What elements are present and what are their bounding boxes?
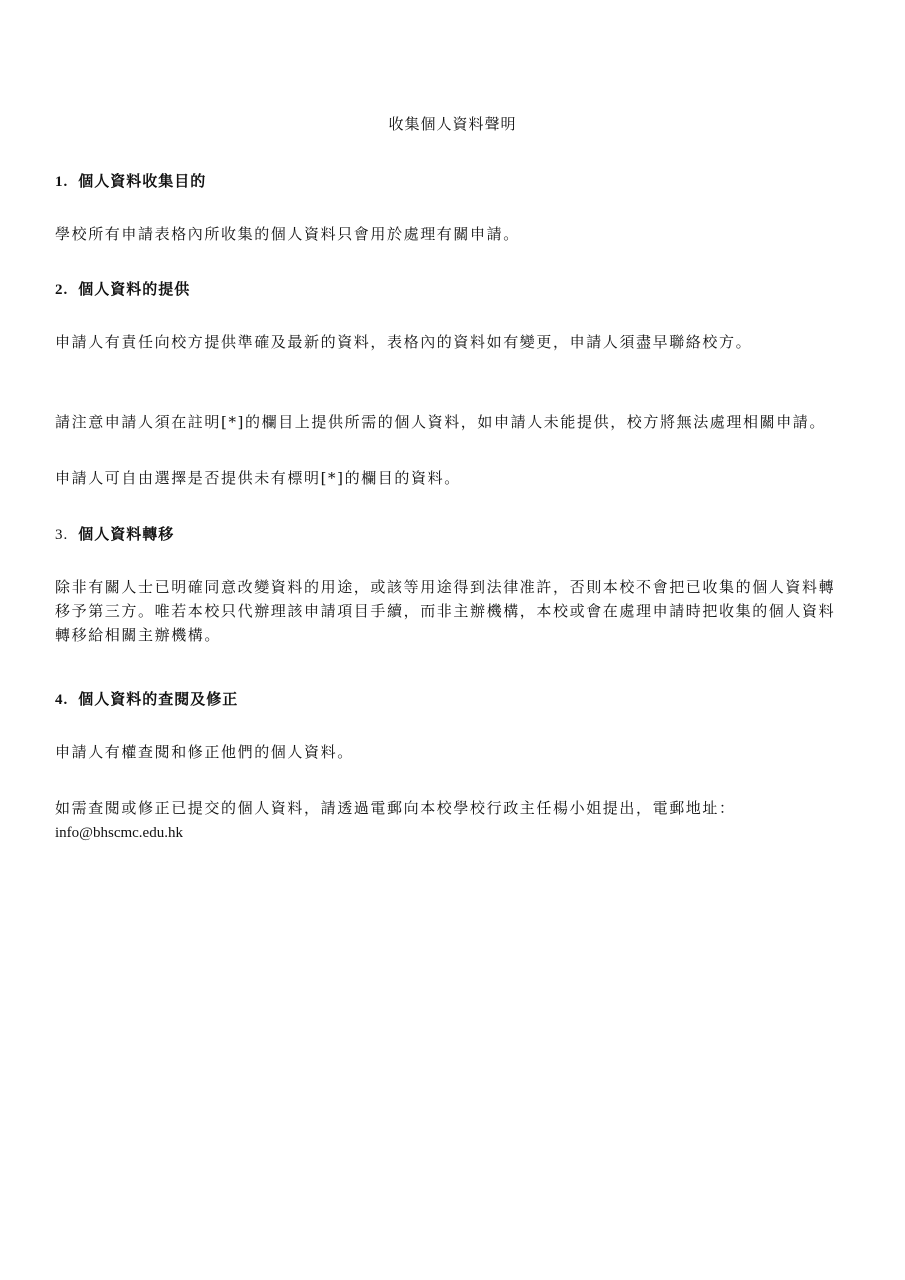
section-1-title: 個人資料收集目的 bbox=[78, 172, 207, 190]
section-2-paragraph-3: 申請人可自由選擇是否提供未有標明[*]的欄目的資料。 bbox=[55, 469, 461, 487]
section-2-heading bbox=[55, 278, 190, 299]
section-4-paragraph-2 bbox=[55, 796, 850, 845]
section-4-title: 個人資料的查閱及修正 bbox=[78, 690, 239, 708]
document-title: 收集個人資料聲明 bbox=[388, 115, 517, 133]
section-1-paragraph-1: 學校所有申請表格內所收集的個人資料只會用於處理有關申請。 bbox=[55, 225, 520, 243]
section-4-paragraph-1: 申請人有權查閱和修正他們的個人資料。 bbox=[55, 743, 354, 761]
email-address: info@bhscmc.edu.hk bbox=[55, 825, 183, 841]
section-2-title: 個人資料的提供 bbox=[78, 280, 191, 298]
section-1-heading bbox=[55, 170, 206, 191]
section-2-paragraph-2: 請注意申請人須在註明[*]的欄目上提供所需的個人資料，如申請人未能提供，校方將無法處理相關申請。 bbox=[55, 413, 827, 431]
section-4-number: 4. bbox=[55, 692, 69, 708]
section-2-paragraph-1: 申請人有責任向校方提供準確及最新的資料，表格內的資料如有變更，申請人須盡早聯絡校方。 bbox=[55, 333, 753, 351]
section-3-paragraph-1: 除非有關人士已明確同意改變資料的用途，或該等用途得到法律准許，否則本校不會把已收集的個人資料轉移予第三方。唯若本校只代辦理該申請項目手續，而非主辦機構，本校或會在處理申請時把收集的個人資料轉移給相關主辦機構。 bbox=[55, 578, 836, 644]
section-2-number: 2. bbox=[55, 282, 69, 298]
section-3-number: 3. bbox=[55, 527, 69, 543]
section-4-heading bbox=[55, 688, 238, 709]
section-3-title: 個人資料轉移 bbox=[78, 525, 175, 543]
section-3-heading bbox=[55, 523, 174, 544]
section-1-number: 1. bbox=[55, 174, 69, 190]
section-4-paragraph-2-text: 如需查閱或修正已提交的個人資料，請透過電郵向本校學校行政主任楊小姐提出，電郵地址： bbox=[55, 799, 736, 817]
